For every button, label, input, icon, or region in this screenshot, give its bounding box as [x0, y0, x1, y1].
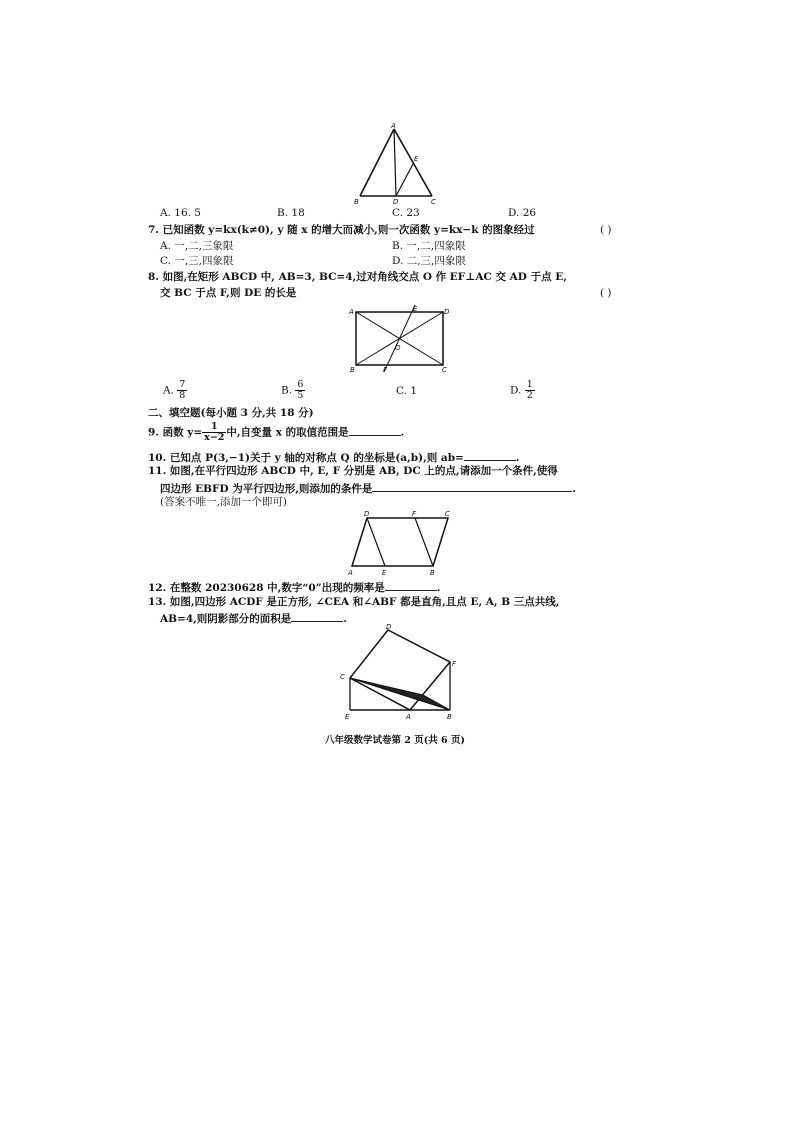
q9-answer-blank[interactable]	[349, 425, 401, 436]
q13-stem-line1: 13. 如图,四边形 ACDF 是正方形, ∠CEA 和∠ABF 都是直角,且点 E, A, B 三点共线,	[148, 596, 560, 608]
q8-label-d: D	[444, 308, 450, 316]
q9-stem: 9. 函数 y= $\frac{1}{x-2}$ 中,自变量 x 的取值范围是 .	[148, 421, 405, 443]
q8-stem-line1: 8. 如图,在矩形 ABCD 中, AB=3, BC=4,过对角线交点 O 作 EF⊥AC 交 AD 于点 E,	[148, 271, 567, 283]
q8-label-f: F	[383, 366, 388, 374]
q7-stem: 7. 已知函数 y=kx(k≠0), y 随 x 的增大而减小,则一次函数 y=kx−k 的图象经过	[148, 224, 535, 236]
q6-label-d: D	[393, 198, 399, 206]
q6-option-a: A. 16. 5	[160, 207, 201, 219]
q8-option-b: B. $\frac{6}{5}$	[281, 379, 304, 401]
q13-square-figure	[335, 622, 465, 722]
q8-label-c: C	[442, 366, 447, 374]
q13-label-e: E	[345, 713, 350, 721]
q8-label-b: B	[350, 366, 355, 374]
section2-title: 二、填空题(每小题 3 分,共 18 分)	[148, 407, 314, 419]
q11-parallelogram-figure	[345, 508, 460, 578]
q11-label-c: C	[445, 510, 450, 518]
q7-option-a: A. 一,二,三象限	[160, 240, 234, 252]
q7-option-c: C. 一,三,四象限	[160, 255, 234, 267]
q11-label-b: B	[430, 569, 435, 577]
q10-answer-blank[interactable]	[464, 450, 516, 461]
q13-label-a: A	[406, 713, 411, 721]
q7-option-d: D. 二,三,四象限	[392, 255, 466, 267]
q6-triangle-figure	[350, 120, 445, 206]
q7-option-b: B. 一,二,四象限	[392, 240, 466, 252]
q13-label-c: C	[340, 673, 345, 681]
q13-label-f: F	[452, 660, 457, 668]
q13-answer-blank[interactable]	[291, 611, 343, 622]
q8-label-o: O	[395, 344, 401, 352]
q13-label-d: D	[386, 623, 392, 631]
q8-option-c: C. 1	[396, 385, 418, 397]
q11-label-d: D	[364, 510, 370, 518]
q6-option-b: B. 18	[277, 207, 305, 219]
q11-stem-line1: 11. 如图,在平行四边形 ABCD 中, E, F 分别是 AB, DC 上的点,请添加一个条件,使得	[148, 465, 558, 477]
q11-answer-blank[interactable]	[372, 481, 572, 492]
q7-answer-bracket: ( )	[600, 224, 612, 236]
q13-label-b: B	[447, 713, 452, 721]
q11-label-f: F	[412, 510, 417, 518]
q6-option-c: C. 23	[392, 207, 420, 219]
q10-stem: 10. 已知点 P(3,−1)关于 y 轴的对称点 Q 的坐标是(a,b),则 ab= .	[148, 452, 520, 464]
q11-note: (答案不唯一,添加一个即可)	[160, 496, 288, 508]
q8-rectangle-figure	[345, 302, 455, 376]
q12-stem: 12. 在整数 20230628 中,数字“0”出现的频率是 .	[148, 582, 441, 594]
q6-label-c: C	[431, 198, 436, 206]
q11-label-a: A	[348, 569, 353, 577]
q8-label-a: A	[349, 308, 354, 316]
q8-option-d: D. $\frac{1}{2}$	[510, 379, 533, 401]
q8-answer-bracket: ( )	[600, 287, 612, 299]
q13-stem-line2: AB=4,则阴影部分的面积是 .	[160, 613, 347, 625]
q8-stem-line2: 交 BC 于点 F,则 DE 的长是	[160, 287, 297, 299]
q12-answer-blank[interactable]	[385, 580, 437, 591]
q11-stem-line2: 四边形 EBFD 为平行四边形,则添加的条件是 .	[160, 483, 577, 495]
q6-label-b: B	[354, 198, 359, 206]
q8-label-e: E	[413, 305, 418, 313]
q6-label-a: A	[391, 122, 396, 130]
q6-label-e: E	[414, 155, 419, 163]
q8-option-a: A. $\frac{7}{8}$	[163, 379, 186, 401]
q11-label-e: E	[382, 569, 387, 577]
q6-option-d: D. 26	[508, 207, 537, 219]
page-footer: 八年级数学试卷第 2 页(共 6 页)	[325, 735, 465, 746]
